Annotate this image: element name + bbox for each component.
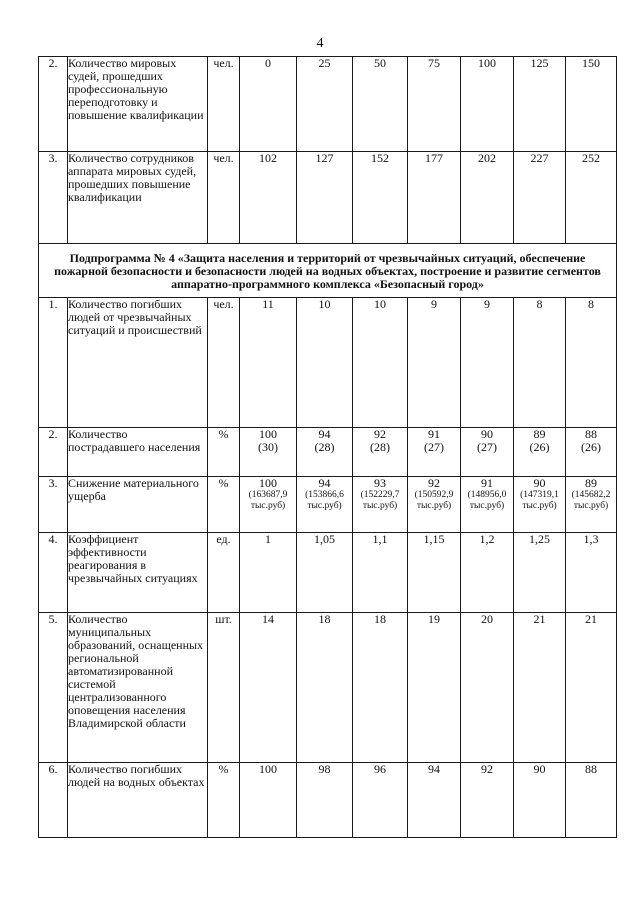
value-cell xyxy=(408,763,461,838)
value-main: 92 xyxy=(481,762,493,776)
row-number: 5. xyxy=(39,613,68,763)
row-number: 4. xyxy=(39,533,68,613)
unit-cell: чел. xyxy=(208,57,240,152)
value-cell xyxy=(408,152,461,244)
unit-cell: ед. xyxy=(208,533,240,613)
value-main: 1,1 xyxy=(372,532,388,546)
value-unit: тыс.руб) xyxy=(362,501,398,511)
value-cell xyxy=(566,152,617,244)
value-cell xyxy=(240,298,297,428)
value-cell xyxy=(240,152,297,244)
value-sub: (28) xyxy=(314,440,335,454)
value-main: 11 xyxy=(262,297,274,311)
table-row xyxy=(39,533,617,613)
value-cell xyxy=(461,533,514,613)
value-main: 93 xyxy=(374,476,386,490)
value-amount: (163687,9 xyxy=(248,490,288,500)
table-row xyxy=(39,477,617,533)
value-main: 20 xyxy=(481,612,493,626)
value-cell xyxy=(566,533,617,613)
value-main: 9 xyxy=(484,297,490,311)
value-main: 21 xyxy=(533,612,546,626)
value-main: 1,2 xyxy=(479,532,495,546)
unit-cell: % xyxy=(208,428,240,477)
value-cell xyxy=(566,298,617,428)
value-cell xyxy=(514,533,566,613)
row-number: 2. xyxy=(39,57,68,152)
value-main: 102 xyxy=(259,151,277,165)
indicator-name: Коэффициент эффективности реагирования в чрезвычайных ситуациях xyxy=(68,533,208,613)
value-main: 94 xyxy=(428,762,440,776)
value-main: 19 xyxy=(428,612,440,626)
value-cell xyxy=(566,477,617,533)
value-cell xyxy=(353,613,408,763)
value-main: 91 xyxy=(428,427,440,441)
value-main: 9 xyxy=(431,297,437,311)
value-main: 94 xyxy=(318,476,331,490)
value-unit: тыс.руб) xyxy=(416,501,452,511)
value-main: 100 xyxy=(478,56,496,70)
value-cell xyxy=(461,298,514,428)
value-cell xyxy=(461,613,514,763)
value-main: 100 xyxy=(259,476,277,490)
value-cell xyxy=(297,152,353,244)
value-unit: тыс.руб) xyxy=(307,501,342,511)
value-main: 125 xyxy=(530,56,549,70)
value-cell xyxy=(240,533,297,613)
value-main: 90 xyxy=(533,476,546,490)
value-cell xyxy=(297,428,353,477)
value-main: 8 xyxy=(588,297,594,311)
value-cell xyxy=(408,613,461,763)
value-cell xyxy=(514,477,566,533)
value-amount: (147319,1 xyxy=(520,490,559,500)
table-row xyxy=(39,57,617,152)
value-main: 89 xyxy=(533,427,546,441)
row-number: 2. xyxy=(39,428,68,477)
value-main: 50 xyxy=(374,56,386,70)
table-row xyxy=(39,298,617,428)
value-sub: (30) xyxy=(258,440,278,454)
value-main: 100 xyxy=(259,762,277,776)
value-sub: (26) xyxy=(581,440,601,454)
value-cell xyxy=(566,428,617,477)
indicator-name: Снижение материального ущерба xyxy=(68,477,208,533)
value-main: 98 xyxy=(318,762,331,776)
value-cell xyxy=(353,428,408,477)
value-main: 10 xyxy=(318,297,331,311)
value-main: 90 xyxy=(533,762,546,776)
table-row xyxy=(39,763,617,838)
value-main: 89 xyxy=(585,476,597,490)
value-main: 150 xyxy=(582,56,600,70)
row-number: 3. xyxy=(39,152,68,244)
value-cell xyxy=(461,763,514,838)
unit-cell: % xyxy=(208,477,240,533)
value-sub: (26) xyxy=(529,440,550,454)
value-cell xyxy=(408,428,461,477)
value-cell xyxy=(566,763,617,838)
table-body xyxy=(39,57,617,838)
value-cell xyxy=(514,298,566,428)
value-cell xyxy=(514,428,566,477)
unit-cell: шт. xyxy=(208,613,240,763)
value-main: 25 xyxy=(318,56,331,70)
value-cell xyxy=(240,428,297,477)
value-unit: тыс.руб) xyxy=(522,501,557,511)
section-title: Подпрограмма № 4 «Защита населения и территорий от чрезвычайных ситуаций, обеспечение пожарной безопасности и безопасности людей на водных объектах, построение и развитие сегментов аппаратно-программного комплекса «Безопасный город» xyxy=(39,244,617,298)
unit-cell: чел. xyxy=(208,152,240,244)
value-cell xyxy=(566,57,617,152)
value-amount: (152229,7 xyxy=(360,490,400,500)
value-cell xyxy=(297,298,353,428)
value-main: 92 xyxy=(428,476,440,490)
unit-cell: % xyxy=(208,763,240,838)
value-main: 8 xyxy=(536,297,543,311)
indicator-name: Количество мировых судей, прошедших профессиональную переподготовку и повышение квалификации xyxy=(68,57,208,152)
value-cell xyxy=(461,57,514,152)
value-main: 94 xyxy=(318,427,331,441)
indicators-table xyxy=(38,56,617,838)
value-main: 1,3 xyxy=(583,532,599,546)
value-cell xyxy=(240,477,297,533)
value-main: 1,05 xyxy=(314,532,335,546)
value-cell xyxy=(297,533,353,613)
value-cell xyxy=(297,763,353,838)
value-main: 10 xyxy=(374,297,386,311)
value-cell xyxy=(353,533,408,613)
value-cell xyxy=(353,152,408,244)
value-cell xyxy=(297,613,353,763)
indicator-name: Количество погибших людей от чрезвычайных ситуаций и происшествий xyxy=(68,298,208,428)
value-unit: тыс.руб) xyxy=(250,501,286,511)
row-number: 3. xyxy=(39,477,68,533)
value-main: 1,15 xyxy=(423,532,445,546)
value-cell xyxy=(566,613,617,763)
value-main: 18 xyxy=(374,612,386,626)
value-cell xyxy=(240,763,297,838)
page-number: 4 xyxy=(316,36,324,51)
value-main: 21 xyxy=(585,612,597,626)
indicator-name: Количество сотрудников аппарата мировых судей, прошедших повышение квалификации xyxy=(68,152,208,244)
value-main: 202 xyxy=(478,151,496,165)
value-cell xyxy=(514,763,566,838)
value-cell xyxy=(461,477,514,533)
value-unit: тыс.руб) xyxy=(573,501,609,511)
value-main: 0 xyxy=(265,56,271,70)
value-cell xyxy=(353,57,408,152)
value-cell xyxy=(240,613,297,763)
section-header-row xyxy=(39,244,617,298)
unit-cell: чел. xyxy=(208,298,240,428)
value-main: 92 xyxy=(374,427,386,441)
row-number: 1. xyxy=(39,298,68,428)
value-cell xyxy=(297,477,353,533)
value-cell xyxy=(408,533,461,613)
value-main: 88 xyxy=(585,427,597,441)
value-amount: (153866,6 xyxy=(305,490,344,500)
value-cell xyxy=(240,57,297,152)
value-cell xyxy=(514,613,566,763)
value-amount: (148956,0 xyxy=(467,490,507,500)
indicator-name: Количество пострадавшего населения xyxy=(68,428,208,477)
value-cell xyxy=(297,57,353,152)
value-main: 1,25 xyxy=(529,532,550,546)
value-cell xyxy=(461,428,514,477)
value-main: 96 xyxy=(374,762,386,776)
value-main: 90 xyxy=(481,427,493,441)
value-main: 100 xyxy=(259,427,277,441)
value-main: 152 xyxy=(371,151,389,165)
table-row xyxy=(39,613,617,763)
value-main: 1 xyxy=(265,532,271,546)
value-cell xyxy=(408,57,461,152)
table-row xyxy=(39,152,617,244)
value-cell xyxy=(353,477,408,533)
value-main: 91 xyxy=(481,476,493,490)
value-main: 88 xyxy=(585,762,597,776)
value-cell xyxy=(461,152,514,244)
value-main: 252 xyxy=(582,151,600,165)
value-main: 75 xyxy=(428,56,440,70)
value-amount: (145682,2 xyxy=(571,490,611,500)
value-cell xyxy=(514,152,566,244)
value-sub: (28) xyxy=(370,440,390,454)
value-main: 127 xyxy=(315,151,334,165)
value-unit: тыс.руб) xyxy=(469,501,505,511)
indicator-name: Количество погибших людей на водных объектах xyxy=(68,763,208,838)
value-main: 227 xyxy=(530,151,549,165)
row-number: 6. xyxy=(39,763,68,838)
value-main: 14 xyxy=(262,612,274,626)
value-cell xyxy=(514,57,566,152)
table-row xyxy=(39,428,617,477)
value-sub: (27) xyxy=(424,440,444,454)
value-cell xyxy=(353,298,408,428)
value-amount: (150592,9 xyxy=(414,490,454,500)
value-sub: (27) xyxy=(477,440,497,454)
value-cell xyxy=(408,298,461,428)
value-cell xyxy=(353,763,408,838)
value-main: 18 xyxy=(318,612,331,626)
value-main: 177 xyxy=(425,151,443,165)
value-cell xyxy=(408,477,461,533)
indicator-name: Количество муниципальных образований, оснащенных региональной автоматизированной системой централизованного оповещения населения Владимирской области xyxy=(68,613,208,763)
